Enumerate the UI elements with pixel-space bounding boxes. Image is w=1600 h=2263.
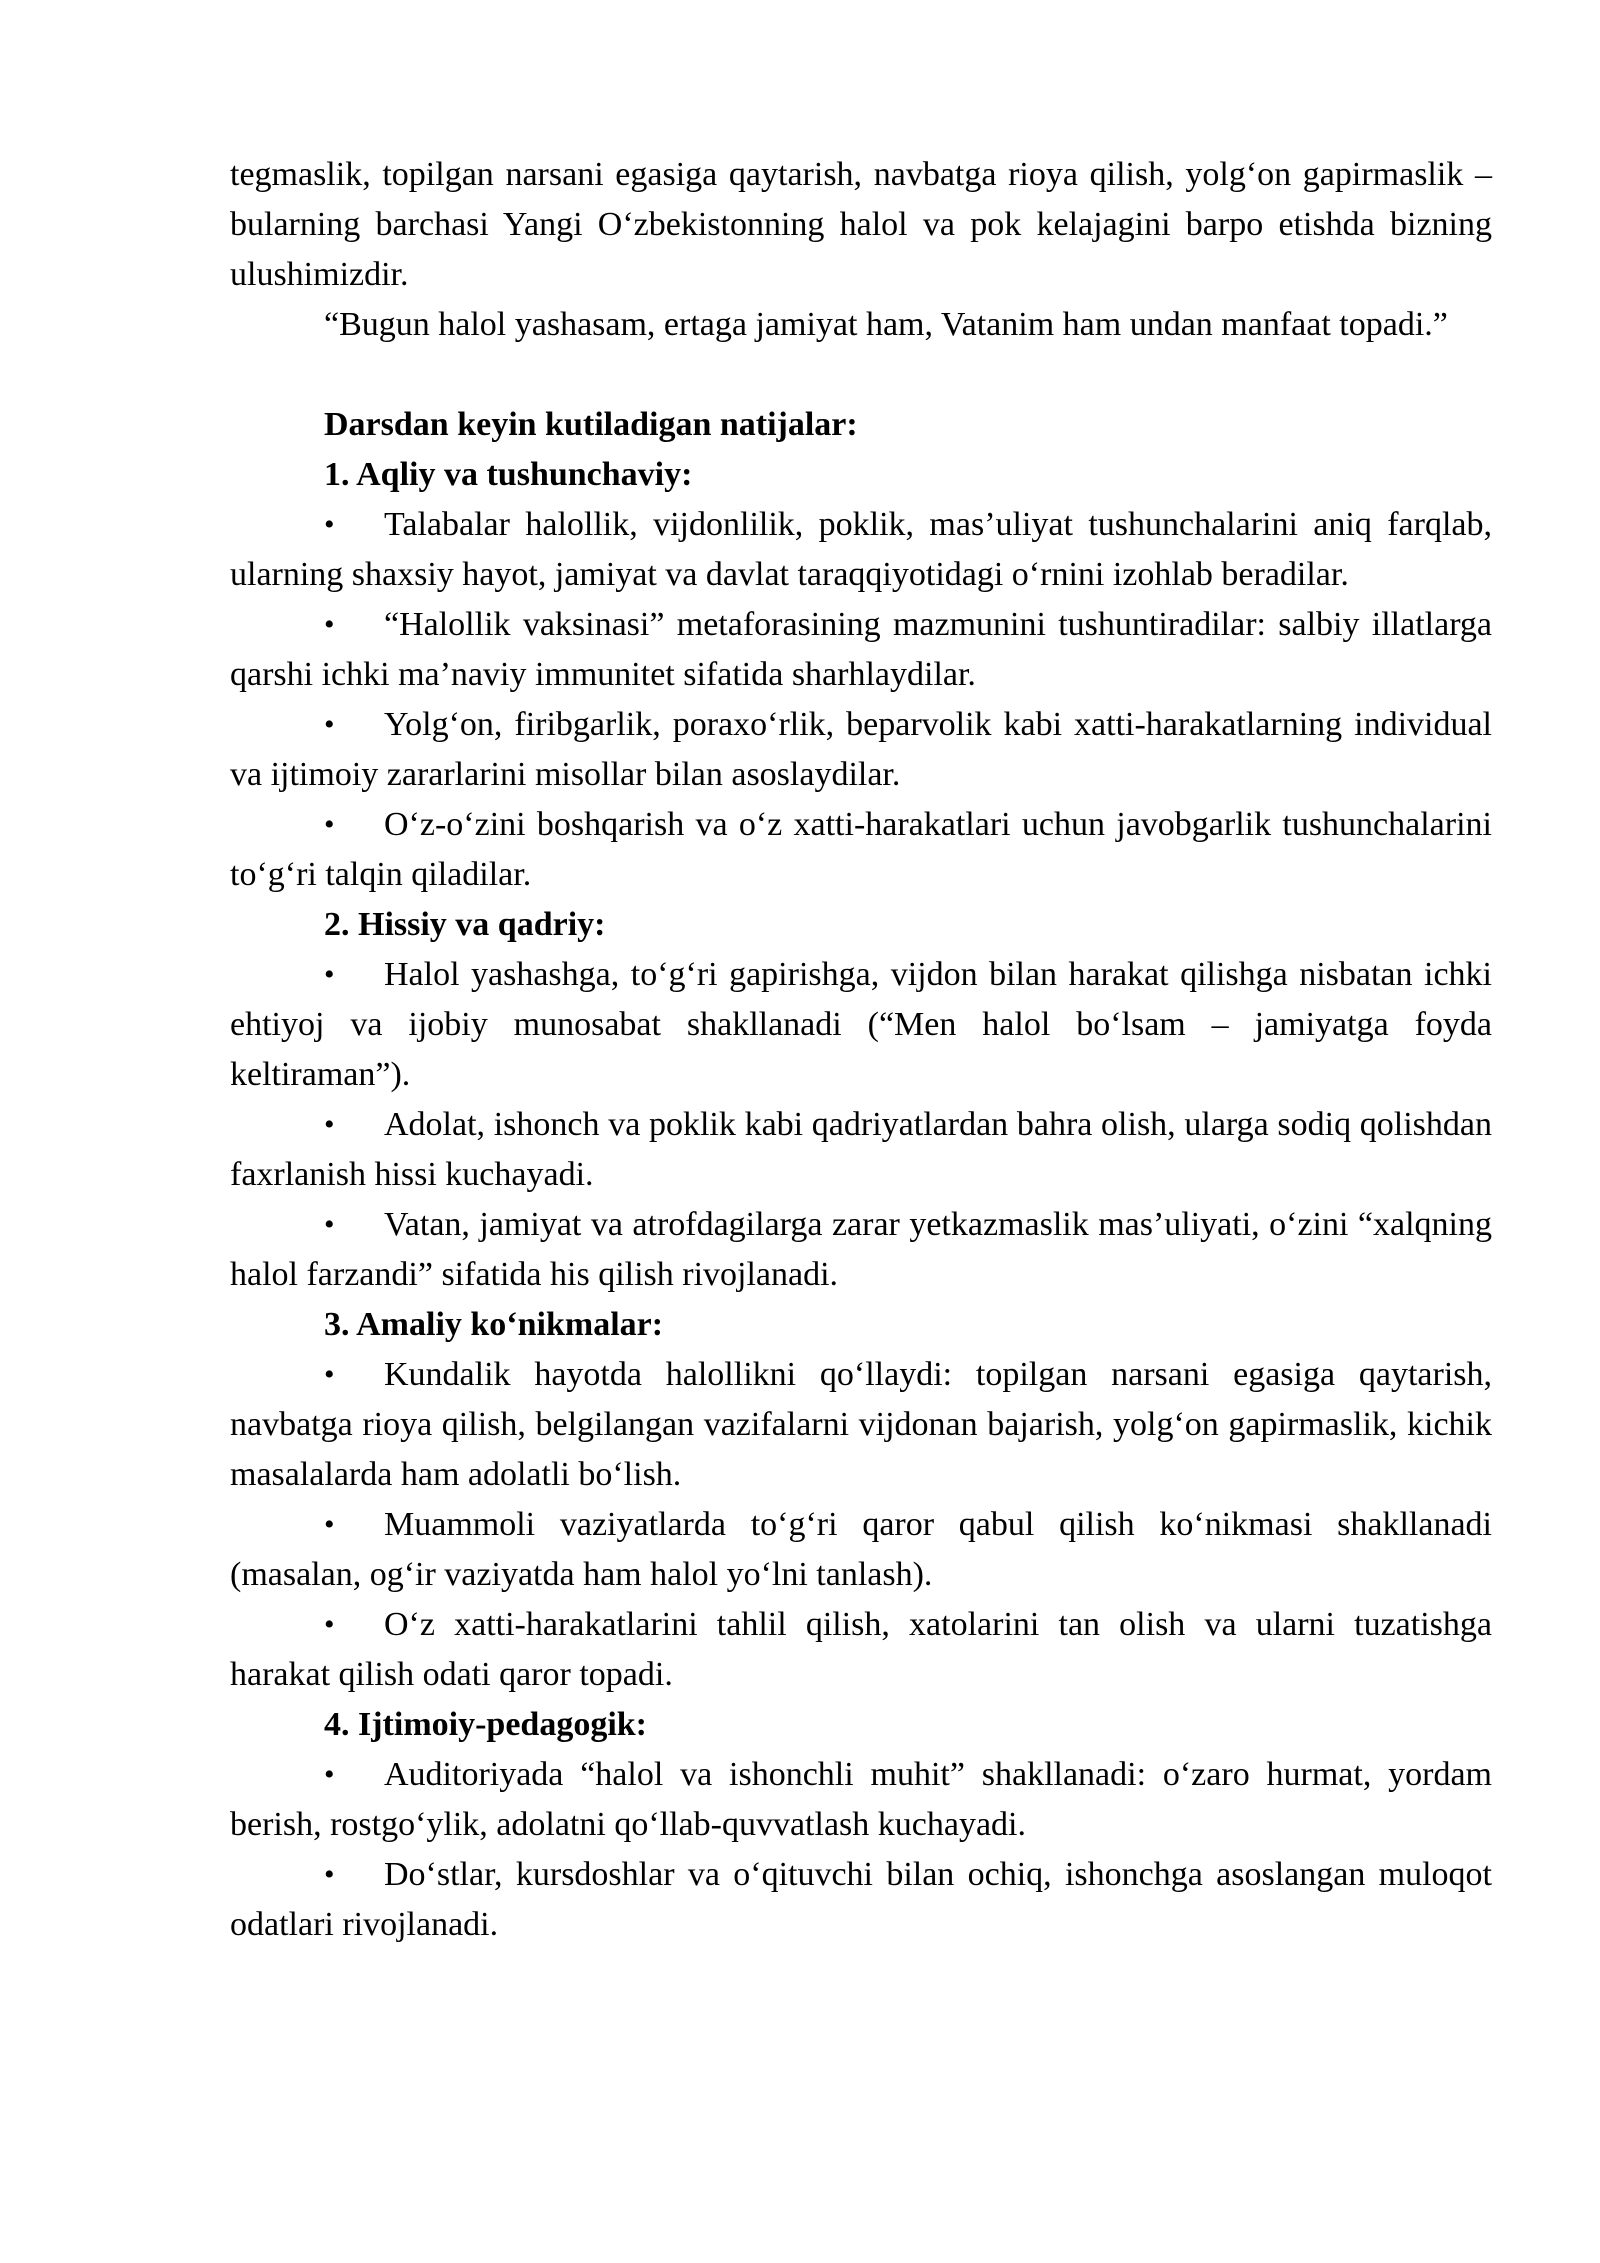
bullet-icon: • <box>324 1608 335 1641</box>
list-item <box>230 600 1492 700</box>
section-heading-emotional: 2. Hissiy va qadriy: <box>324 906 606 943</box>
bullet-icon: • <box>324 708 335 741</box>
bullet-icon: • <box>324 1108 335 1141</box>
section-heading-intellectual: 1. Aqliy va tushunchaviy: <box>324 456 693 493</box>
list-item-text: O‘z xatti-harakatlarini tahlil qilish, xatolarini tan olish va ularni tuzatishga harakat qilish odati qaror topadi. <box>230 1606 1492 1693</box>
list-item-text: Kundalik hayotda halollikni qo‘llaydi: topilgan narsani egasiga qaytarish, navbatga rioya qilish, belgilangan vazifalarni vijdonan bajarish, yolg‘on gapirmaslik, kichik masalalarda ham adolatli bo‘lish. <box>230 1356 1492 1493</box>
list-item <box>230 950 1492 1100</box>
bullet-icon: • <box>324 958 335 991</box>
list-item <box>230 1850 1492 1950</box>
intro-paragraph: tegmaslik, topilgan narsani egasiga qaytarish, navbatga rioya qilish, yolg‘on gapirmaslik – bularning barchasi Yangi O‘zbekistonning halol va pok kelajagini barpo etishda bizning ulushimizdir. <box>230 156 1492 293</box>
bullet-icon: • <box>324 1758 335 1791</box>
list-item-text: Do‘stlar, kursdoshlar va o‘qituvchi bilan ochiq, ishonchga asoslangan muloqot odatlari rivojlanadi. <box>230 1856 1492 1943</box>
bullet-icon: • <box>324 608 335 641</box>
document-page <box>230 150 1492 1950</box>
list-item-text: “Halollik vaksinasi” metaforasining mazmunini tushuntiradilar: salbiy illatlarga qarshi ichki ma’naviy immunitet sifatida sharhlaydilar. <box>230 606 1492 693</box>
results-title: Darsdan keyin kutiladigan natijalar: <box>324 406 858 443</box>
list-item-text: O‘z-o‘zini boshqarish va o‘z xatti-harakatlari uchun javobgarlik tushunchalarini to‘g‘ri talqin qiladilar. <box>230 806 1492 893</box>
section-heading-practical: 3. Amaliy ko‘nikmalar: <box>324 1306 664 1343</box>
list-item-text: Muammoli vaziyatlarda to‘g‘ri qaror qabul qilish ko‘nikmasi shakllanadi (masalan, og‘ir vaziyatda ham halol yo‘lni tanlash). <box>230 1506 1492 1593</box>
list-item <box>230 1600 1492 1700</box>
blank-line <box>230 350 1492 400</box>
bullet-icon: • <box>324 508 335 541</box>
section-heading-social: 4. Ijtimoiy-pedagogik: <box>324 1706 647 1743</box>
list-item <box>230 1750 1492 1850</box>
bullet-icon: • <box>324 1858 335 1891</box>
list-item-text: Yolg‘on, firibgarlik, poraxo‘rlik, beparvolik kabi xatti-harakatlarning individual va ijtimoiy zararlarini misollar bilan asoslaydilar. <box>230 706 1492 793</box>
list-item <box>230 1200 1492 1300</box>
quote-paragraph: “Bugun halol yashasam, ertaga jamiyat ham, Vatanim ham undan manfaat topadi.” <box>324 306 1448 343</box>
list-item <box>230 700 1492 800</box>
list-item <box>230 500 1492 600</box>
list-item <box>230 1350 1492 1500</box>
list-item <box>230 1500 1492 1600</box>
bullet-icon: • <box>324 1358 335 1391</box>
bullet-icon: • <box>324 1508 335 1541</box>
list-item <box>230 1100 1492 1200</box>
list-item-text: Talabalar halollik, vijdonlilik, poklik, mas’uliyat tushunchalarini aniq farqlab, ularning shaxsiy hayot, jamiyat va davlat taraqqiyotidagi o‘rnini izohlab beradilar. <box>230 506 1492 593</box>
bullet-icon: • <box>324 808 335 841</box>
bullet-icon: • <box>324 1208 335 1241</box>
list-item <box>230 800 1492 900</box>
list-item-text: Halol yashashga, to‘g‘ri gapirishga, vijdon bilan harakat qilishga nisbatan ichki ehtiyoj va ijobiy munosabat shakllanadi (“Men halol bo‘lsam – jamiyatga foyda keltiraman”). <box>230 956 1492 1093</box>
list-item-text: Auditoriyada “halol va ishonchli muhit” shakllanadi: o‘zaro hurmat, yordam berish, rostgo‘ylik, adolatni qo‘llab-quvvatlash kuchayadi. <box>230 1756 1492 1843</box>
list-item-text: Vatan, jamiyat va atrofdagilarga zarar yetkazmaslik mas’uliyati, o‘zini “xalqning halol farzandi” sifatida his qilish rivojlanadi. <box>230 1206 1492 1293</box>
list-item-text: Adolat, ishonch va poklik kabi qadriyatlardan bahra olish, ularga sodiq qolishdan faxrlanish hissi kuchayadi. <box>230 1106 1492 1193</box>
